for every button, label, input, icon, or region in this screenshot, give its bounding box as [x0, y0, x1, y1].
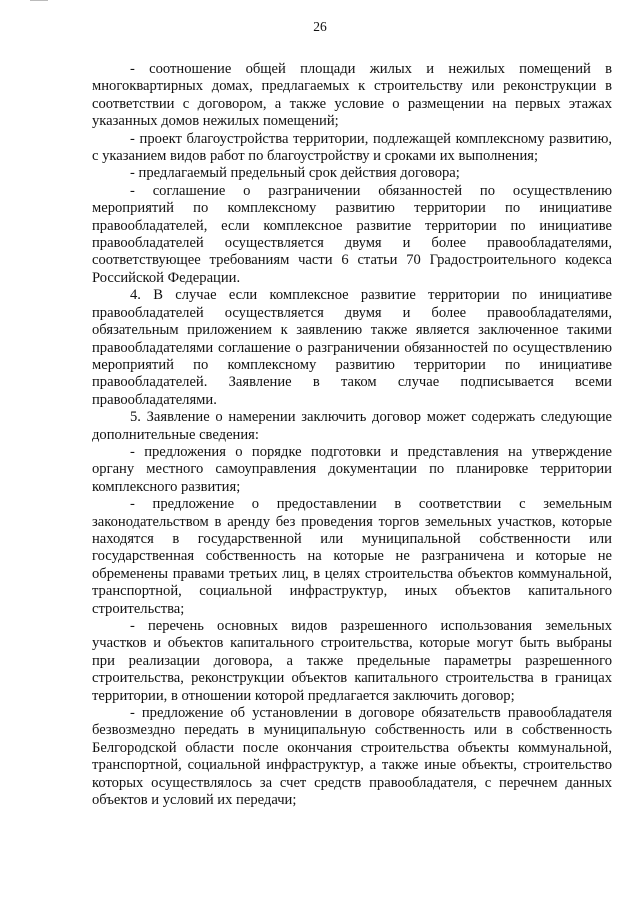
paragraph-area-ratio: - соотношение общей площади жилых и нежилых помещений в многоквартирных домах, предлагаемых к строительству или реконструкции в соответствии с договором, а также условие о размещении на первых этажах указанных домов нежилых помещений; [92, 61, 612, 130]
paragraph-item-4: 4. В случае если комплексное развитие территории по инициативе правообладателей осуществляется двумя и более правообладателями, обязательным приложением к заявлению также является заключенное такими правообладателями соглашение о разграничении обязанностей по осуществлению мероприятий по комплексному развитию территории по инициативе правообладателей. Заявление в таком случае подписывается всеми правообладателями. [92, 287, 612, 408]
paragraph-landscaping-project: - проект благоустройства территории, подлежащей комплексному развитию, с указанием видов работ по благоустройству и сроками их выполнения; [92, 130, 612, 165]
paragraph-contract-term: - предлагаемый предельный срок действия договора; [130, 165, 460, 182]
paragraph-land-lease-proposal: - предложение о предоставлении в соответствии с земельным законодательством в аренду без проведения торгов земельных участков, которые находятся в государственной или муниципальной собственности или государственная собственность на которые не разграничена и которые не обременены правами третьих лиц, в целях строительства объектов коммунальной, транспортной, социальной инфраструктур, иных объектов капитального строительства; [92, 496, 612, 617]
paragraph-permitted-use-list: - перечень основных видов разрешенного использования земельных участков и объектов капитального строительства, которые могут быть выбраны при реализации договора, а также предельные параметры разрешенного строительства, реконструкции объектов капитального строительства в границах территории, в отношении которой предлагается заключить договор; [92, 618, 612, 704]
paragraph-transfer-obligations: - предложение об установлении в договоре обязательств правообладателя безвозмездно передать в муниципальную собственность или в собственность Белгородской области после окончания строительства объекты коммунальной, транспортной, социальной инфраструктур, а также иные объекты, строительство которых осуществлялось за счет средств правообладателя, с перечнем данных объектов и условий их передачи; [92, 705, 612, 809]
page-number: 26 [313, 19, 327, 34]
paragraph-item-5: 5. Заявление о намерении заключить договор может содержать следующие дополнительные сведения: [92, 409, 612, 443]
document-body [92, 61, 612, 809]
paragraph-planning-proposals: - предложения о порядке подготовки и представления на утверждение органу местного самоуправления документации по планировке территории комплексного развития; [92, 443, 612, 495]
paragraph-obligations-agreement: - соглашение о разграничении обязанностей по осуществлению мероприятий по комплексному развитию территории по инициативе правообладателей, если комплексное развитие территории по инициативе правообладателей осуществляется двумя и более правообладателями, соответствующее требованиям части 6 статьи 70 Градостроительного кодекса Российской Федерации. [92, 182, 612, 286]
scan-artifact-mark [30, 0, 48, 3]
